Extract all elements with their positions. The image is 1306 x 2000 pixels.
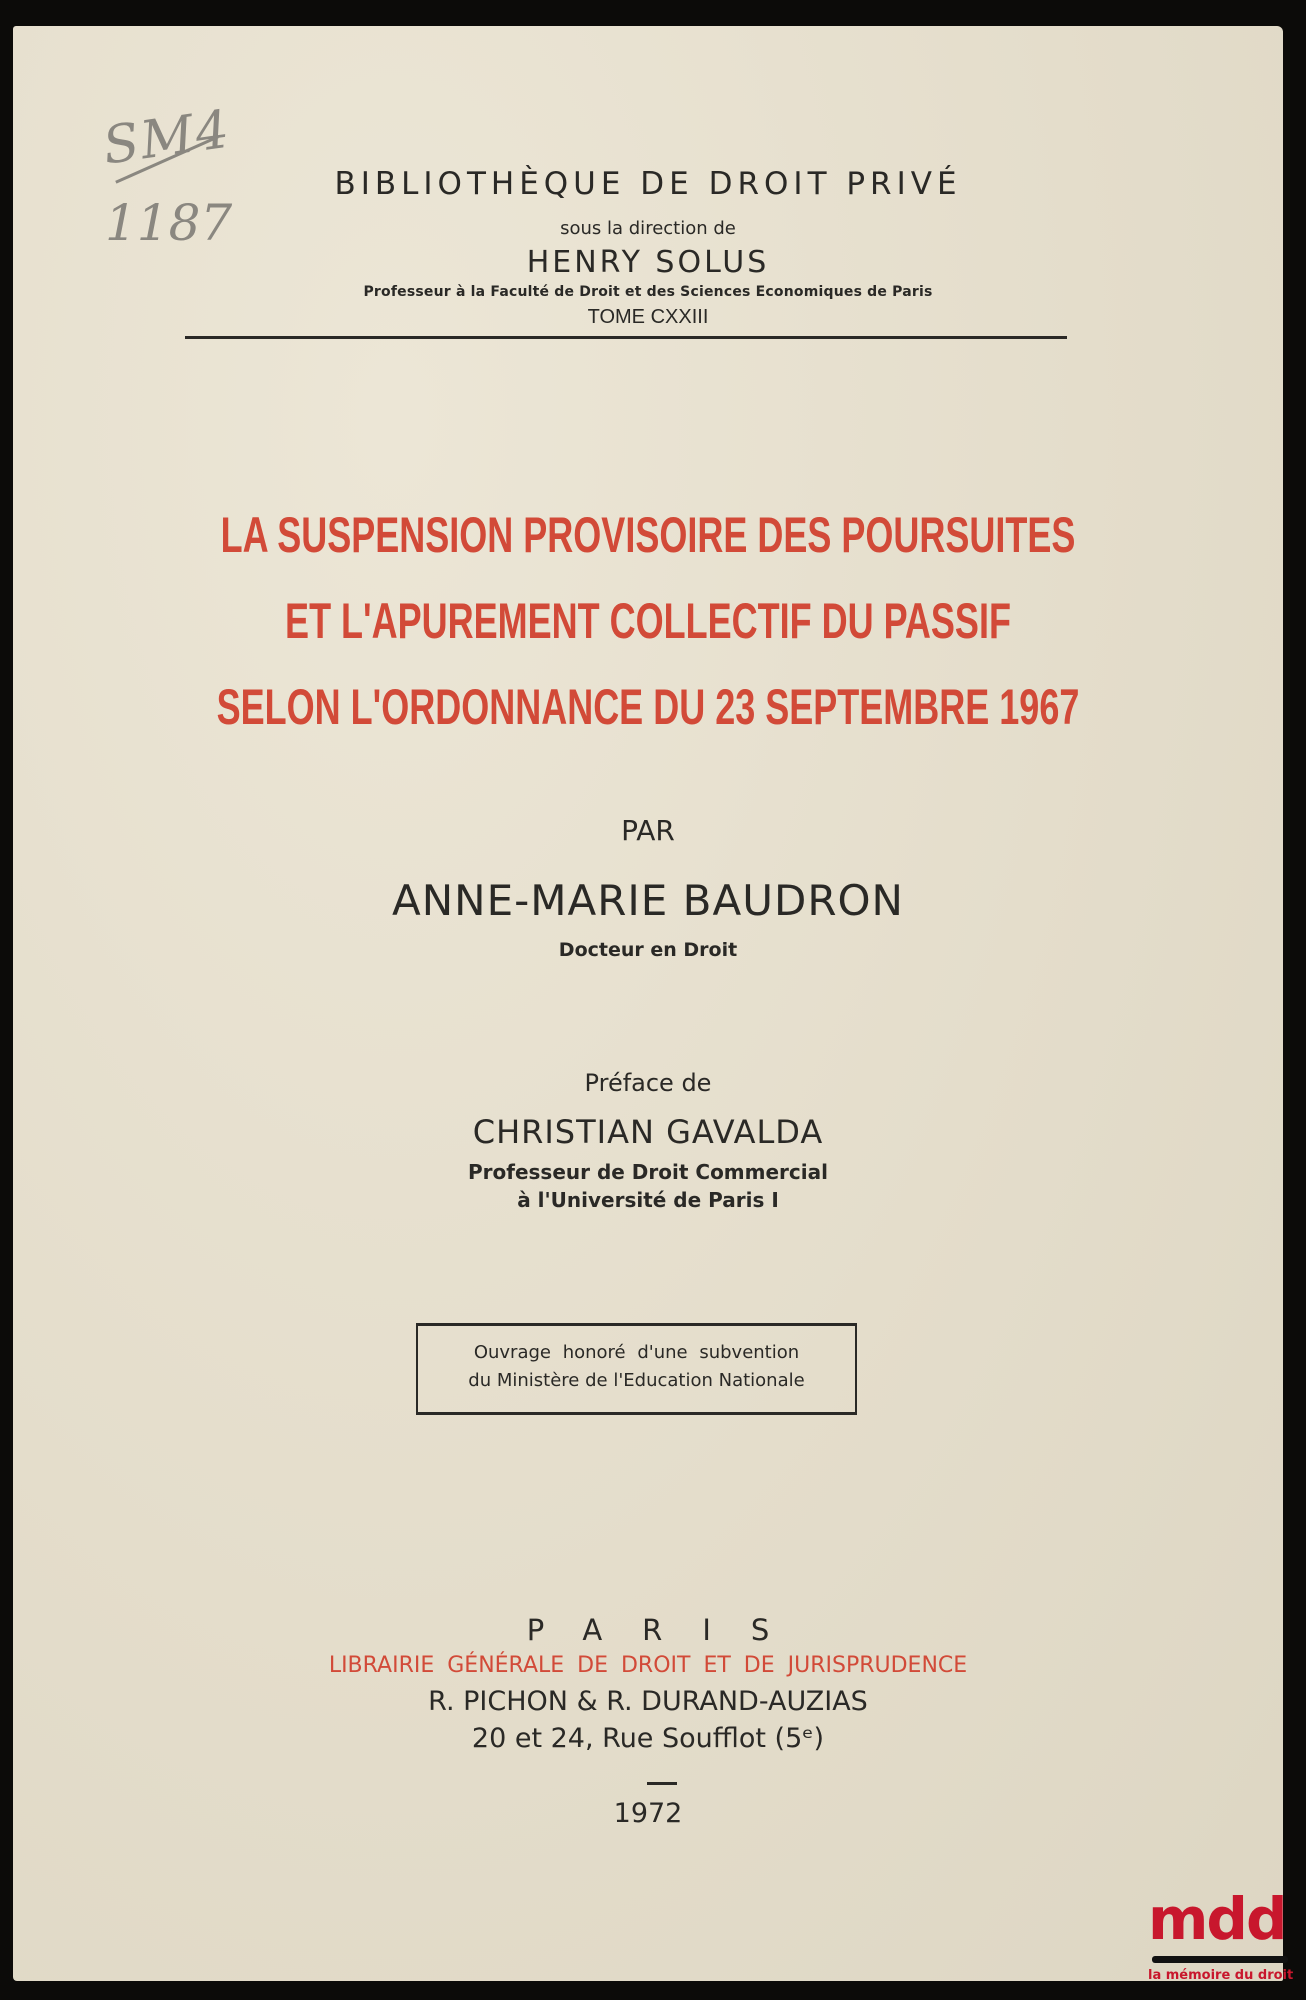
- preface-author-title-1: Professeur de Droit Commercial: [468, 1160, 828, 1184]
- imprint-printer: R. PICHON & R. DURAND-AUZIAS: [428, 1686, 868, 1717]
- imprint-dash: [647, 1782, 677, 1785]
- mdd-watermark-logo: [1148, 1885, 1300, 1998]
- preface-label: Préface de: [584, 1069, 712, 1097]
- header-divider: [185, 336, 1067, 339]
- author-name: ANNE-MARIE BAUDRON: [392, 876, 904, 925]
- book-title-line-1: LA SUSPENSION PROVISOIRE DES POURSUITES: [220, 507, 1076, 563]
- logo-underline: [1152, 1956, 1288, 1963]
- series-director: HENRY SOLUS: [526, 245, 770, 280]
- series-tome: TOME CXXIII: [587, 306, 709, 328]
- mdd-logo-icon: mdd: [1148, 1885, 1286, 1953]
- imprint-city: PARIS: [526, 1613, 810, 1647]
- series-director-title: Professeur à la Faculté de Droit et des Sciences Economiques de Paris: [363, 284, 933, 300]
- book-cover-page: [13, 26, 1286, 1981]
- author-by-label: PAR: [621, 814, 675, 847]
- subvention-line-2: du Ministère de l'Education Nationale: [468, 1370, 805, 1391]
- imprint-year: 1972: [613, 1798, 683, 1829]
- logo-tagline: la mémoire du droit: [1148, 1968, 1294, 1983]
- subvention-box: [416, 1323, 857, 1415]
- series-direction-label: sous la direction de: [560, 218, 736, 239]
- imprint-publisher: LIBRAIRIE GÉNÉRALE DE DROIT ET DE JURISPRUDENCE: [328, 1653, 968, 1678]
- imprint-address: 20 et 24, Rue Soufflot (5ᵉ): [471, 1723, 825, 1754]
- series-name: BIBLIOTHÈQUE DE DROIT PRIVÉ: [334, 166, 962, 202]
- preface-author-title-2: à l'Université de Paris I: [517, 1188, 779, 1212]
- author-title: Docteur en Droit: [558, 939, 738, 961]
- book-title-line-2: ET L'APUREMENT COLLECTIF DU PASSIF: [285, 593, 1011, 649]
- handwritten-note-shelfmark: SM4: [99, 99, 235, 177]
- book-title-line-3: SELON L'ORDONNANCE DU 23 SEPTEMBRE 1967: [216, 679, 1080, 735]
- preface-author: CHRISTIAN GAVALDA: [472, 1113, 824, 1151]
- subvention-line-1: Ouvrage honoré d'une subvention: [473, 1342, 800, 1363]
- handwritten-note-number: 1187: [105, 194, 233, 252]
